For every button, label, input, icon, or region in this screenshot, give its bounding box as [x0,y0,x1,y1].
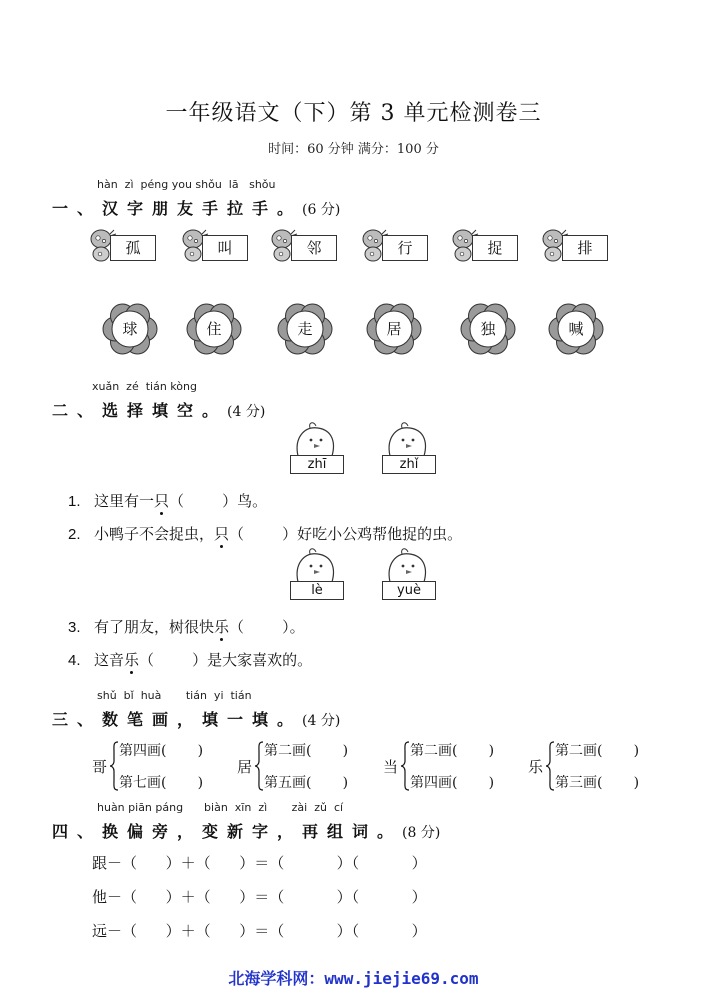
question-blank[interactable]: （ ）是大家喜欢的。 [139,651,313,669]
brace-icon [400,740,410,792]
section4-pinyin: huàn piān páng biàn xīn zì zài zǔ cí [97,801,344,814]
section4-title: 换偏旁，变新字，再组词。 [102,822,403,841]
stroke-char: 乐 [528,758,544,776]
butterfly-char-box [362,228,426,264]
chick-pinyin: zhī [290,455,344,474]
radical-row-3 [92,920,427,941]
flower-char-text: 喊 [568,320,584,338]
dotted-char: 乐 [214,618,230,636]
dotted-char: 乐 [124,651,140,669]
butterfly-char-box [271,228,335,264]
section2-number: 二、 [52,401,103,420]
flower-char [277,301,333,357]
flower-char [102,301,158,357]
stroke-line-1[interactable]: 第二画( ) [264,743,349,759]
flower-char [186,301,242,357]
stroke-group [237,740,377,792]
radical-source-char: 远 [92,922,108,940]
stroke-char: 哥 [92,758,108,776]
question-text: 有了朋友，树很快 [94,618,215,636]
flower-char-text: 走 [297,320,313,338]
flower-char-text: 球 [122,320,138,338]
footer-watermark: 北海学科网：www.jiejie69.com [228,969,479,988]
section2-title: 选择填空。 [102,401,228,420]
butterfly-char: 捉 [472,235,518,261]
brace-icon [545,740,555,792]
radical-blanks[interactable]: －（ ）＋（ ）＝（ ）（ ） [107,854,427,872]
flower-char [548,301,604,357]
stroke-line-2[interactable]: 第四画( ) [410,775,495,791]
question-text: 这里有一 [94,492,155,510]
question-blank[interactable]: （ ）。 [229,618,305,636]
flower-char [366,301,422,357]
chick-pinyin: lè [290,581,344,600]
chick-label-zhi3 [376,422,442,478]
butterfly-char-box [182,228,246,264]
section3-score: (4 分) [302,713,341,729]
butterfly-char-box [452,228,516,264]
section4-score: (8 分) [402,825,441,841]
question-number: 2. [68,526,81,543]
question-2 [68,523,462,544]
section3-heading [52,707,340,730]
butterfly-char-box [542,228,606,264]
flower-char-text: 独 [480,320,496,338]
section2-score: (4 分) [227,404,266,420]
section1-pinyin: hàn zì péng you shǒu lā shǒu [97,178,276,191]
stroke-line-2[interactable]: 第七画( ) [119,775,204,791]
question-text: 小鸭子不会捉虫， [94,525,215,543]
dotted-char: 只 [154,492,170,510]
section3-number: 三、 [52,710,103,729]
section3-title: 数笔画，填一填。 [102,710,303,729]
stroke-line-1[interactable]: 第二画( ) [410,743,495,759]
stroke-char: 居 [237,758,253,776]
question-number: 1. [68,493,81,510]
section1-number: 一、 [52,199,103,218]
radical-blanks[interactable]: －（ ）＋（ ）＝（ ）（ ） [107,888,427,906]
section1-heading [52,196,340,219]
radical-row-2 [92,886,427,907]
butterfly-char: 孤 [110,235,156,261]
stroke-line-2[interactable]: 第五画( ) [264,775,349,791]
exam-info: 时间：60 分钟 满分：100 分 [268,142,439,157]
radical-blanks[interactable]: －（ ）＋（ ）＝（ ）（ ） [107,922,427,940]
page-title: 一年级语文（下）第 3 单元检测卷三 [165,101,542,126]
butterfly-char-box [90,228,154,264]
question-1 [68,490,267,511]
chick-pinyin: zhǐ [382,455,436,474]
flower-char [460,301,516,357]
butterfly-char: 邻 [291,235,337,261]
brace-icon [109,740,119,792]
stroke-group [92,740,232,792]
chick-label-le [284,548,350,604]
section1-score: (6 分) [302,202,341,218]
section2-heading [52,398,265,421]
section1-title: 汉字朋友手拉手。 [102,199,303,218]
stroke-line-2[interactable]: 第三画( ) [555,775,640,791]
radical-row-1 [92,852,427,873]
butterfly-char: 排 [562,235,608,261]
question-text: 这音 [94,651,125,669]
stroke-line-1[interactable]: 第四画( ) [119,743,204,759]
stroke-char: 当 [383,758,399,776]
section3-pinyin: shǔ bǐ huà tián yi tián [97,689,252,702]
chick-label-zhi1 [284,422,350,478]
question-number: 4. [68,652,81,669]
chick-pinyin: yuè [382,581,436,600]
radical-source-char: 他 [92,888,108,906]
butterfly-char: 行 [382,235,428,261]
radical-source-char: 跟 [92,854,108,872]
dotted-char: 只 [214,525,230,543]
chick-label-yue [376,548,442,604]
question-blank[interactable]: （ ）好吃小公鸡帮他捉的虫。 [229,525,463,543]
question-blank[interactable]: （ ）鸟。 [169,492,268,510]
section4-number: 四、 [52,822,103,841]
stroke-line-1[interactable]: 第二画( ) [555,743,640,759]
question-4 [68,649,312,670]
stroke-group [528,740,668,792]
question-3 [68,616,305,637]
section4-heading [52,819,440,842]
flower-char-text: 居 [386,320,402,338]
section2-pinyin: xuǎn zé tián kòng [92,380,197,393]
stroke-group [383,740,523,792]
butterfly-char: 叫 [202,235,248,261]
question-number: 3. [68,619,81,636]
flower-char-text: 住 [206,320,222,338]
brace-icon [254,740,264,792]
